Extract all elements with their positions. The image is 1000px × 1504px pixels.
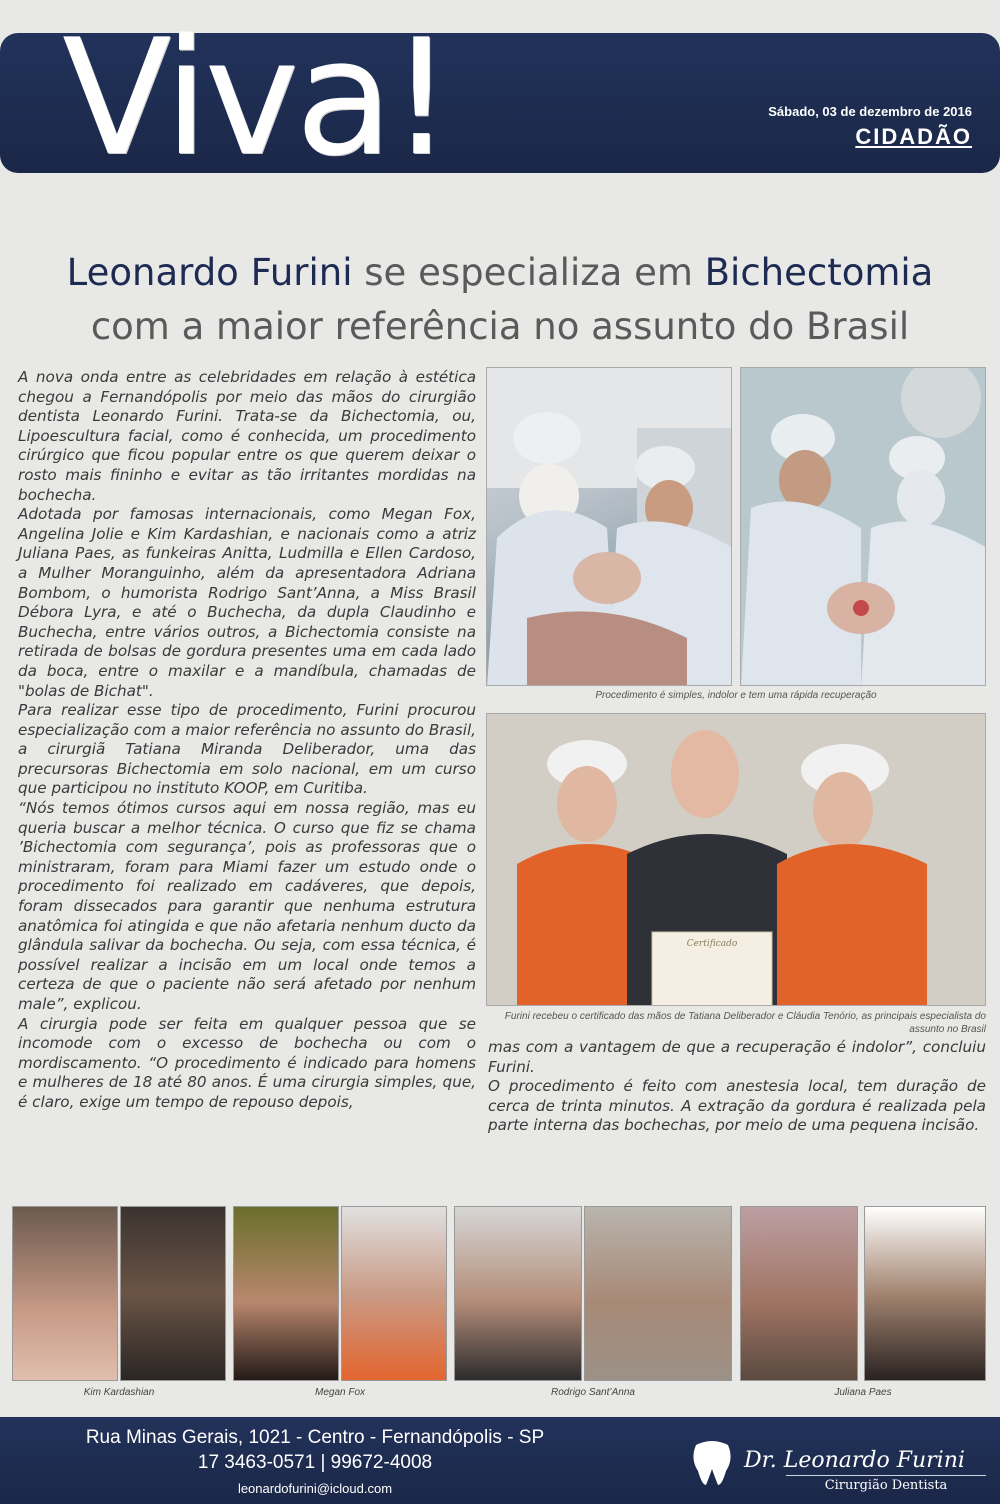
article-left-column bbox=[18, 368, 476, 1113]
article-paragraph: A nova onda entre as celebridades em relação à estética chegou a Fernandópolis por meio das mãos do cirurgião dentista Leonardo Furini. Trata-se da Bichectomia, ou, Lipoescultura facial, como é conhecida, um procedimento cirúrgico que ficou popular entre os que querem deixar o rosto mais fininho e evitar as tão irritantes mordidas na bochecha. bbox=[18, 368, 476, 504]
surgery-scene-1 bbox=[487, 368, 732, 686]
tooth-icon bbox=[686, 1437, 738, 1489]
article-right-column bbox=[488, 1038, 986, 1136]
celebrity-photo bbox=[864, 1206, 986, 1381]
footer-phones: 17 3463-0571 | 99672-4008 bbox=[197, 1452, 433, 1473]
headline-topic: Bichectomia bbox=[704, 251, 934, 294]
footer-email: leonardofurini@icloud.com bbox=[237, 1481, 393, 1496]
headline-line-2: com a maior referência no assunto do Brasil bbox=[90, 305, 910, 348]
celebrity-caption: Rodrigo Sant’Anna bbox=[551, 1387, 635, 1398]
celebrity-photo bbox=[454, 1206, 582, 1381]
celebrity-caption: Juliana Paes bbox=[834, 1387, 892, 1398]
article-paragraph: mas com a vantagem de que a recuperação é indolor”, concluiu Furini. bbox=[488, 1038, 986, 1076]
celebrity-photo bbox=[584, 1206, 732, 1381]
surgery-photo-2 bbox=[740, 367, 986, 686]
celebrity-photo bbox=[341, 1206, 447, 1381]
article-paragraph: “Nós temos ótimos cursos aqui em nossa região, mas eu queria buscar a melhor técnica. O curso que fiz se chama ’Bichectomia com segurança’, pois as professoras que o ministraram, foram para Miami fazer um estudo onde o procedimento foi realizado em cadáveres, que depois, foram dissecados para garantir que nenhuma estrutura anatômica foi atingida e que não afetaria nenhum ducto da glândula salivar da bochecha. Ou seja, com essa técnica, é possível realizar a incisão em um local onde temos a certeza de que o paciente não será afetado por nenhum male”, explicou. bbox=[18, 799, 476, 1013]
issue-date: Sábado, 03 de dezembro de 2016 bbox=[768, 104, 972, 119]
viva-logo: Viva! bbox=[62, 4, 450, 191]
certificate-title: Certificado bbox=[686, 939, 738, 949]
footer-address: Rua Minas Gerais, 1021 - Centro - Fernandópolis - SP bbox=[85, 1427, 545, 1448]
celebrity-caption: Megan Fox bbox=[314, 1387, 366, 1398]
article-paragraph: Adotada por famosas internacionais, como Megan Fox, Angelina Jolie e Kim Kardashian, e nacionais como a atriz Juliana Paes, as funkeiras Anitta, Ludmilla e Ellen Cardoso, a Mulher Moranguinho, além da apresentadora Adriana Bombom, o humorista Rodrigo Sant’Anna, a Miss Brasil Débora Lyra, e até o Buchecha, da dupla Claudinho e Buchecha, entre vários outros, a Bichectomia consiste na retirada de bolsas de gordura presentes uma em cada lado da boca, entre o maxilar e a mandíbula, chamadas de "bolas de Bichat". bbox=[18, 505, 476, 700]
celebrity-photo bbox=[120, 1206, 226, 1381]
celebrity-photo bbox=[12, 1206, 118, 1381]
article-paragraph: Para realizar esse tipo de procedimento, Furini procurou especialização com a maior referência no assunto do Brasil, a cirurgiã Tatiana Miranda Deliberador, uma das precursoras Bichectomia em solo nacional, em um curso que participou no instituto KOOP, em Curitiba. bbox=[18, 701, 476, 798]
certificate-photo bbox=[486, 713, 986, 1006]
article-paragraph: O procedimento é feito com anestesia local, tem duração de cerca de trinta minutos. A extração da gordura é realizada pela parte interna das bochechas, por meio de uma pequena incisão. bbox=[488, 1077, 986, 1135]
certificate-caption: Furini recebeu o certificado das mãos de Tatiana Deliberador e Cláudia Tenório, as principais especialista do assunto no Brasil bbox=[504, 1011, 986, 1035]
headline-connector: se especializa em bbox=[352, 251, 705, 294]
celebrity-photo bbox=[740, 1206, 858, 1381]
celebrity-caption: Kim Kardashian bbox=[83, 1387, 155, 1398]
footer-brand-subtitle: Cirurgião Dentista bbox=[786, 1475, 986, 1493]
article-paragraph: A cirurgia pode ser feita em qualquer pessoa que se incomode com o excesso de bochecha ou com o mordiscamento. “O procedimento é indicado para homens e mulheres de 18 até 80 anos. É uma cirurgia simples, que, é claro, exige um tempo de repouso depois, bbox=[18, 1014, 476, 1111]
headline bbox=[0, 246, 1000, 354]
headline-line-1 bbox=[0, 246, 1000, 300]
surgery-photo-1 bbox=[486, 367, 732, 686]
certificate-scene bbox=[487, 714, 986, 1006]
footer-brand-name: Dr. Leonardo Furini bbox=[744, 1448, 965, 1473]
surgery-caption: Procedimento é simples, indolor e tem uma rápida recuperação bbox=[595, 690, 877, 701]
celebrity-photo bbox=[233, 1206, 339, 1381]
surgery-scene-2 bbox=[741, 368, 986, 686]
section-name: CIDADÃO bbox=[855, 124, 972, 149]
headline-name: Leonardo Furini bbox=[66, 251, 353, 294]
